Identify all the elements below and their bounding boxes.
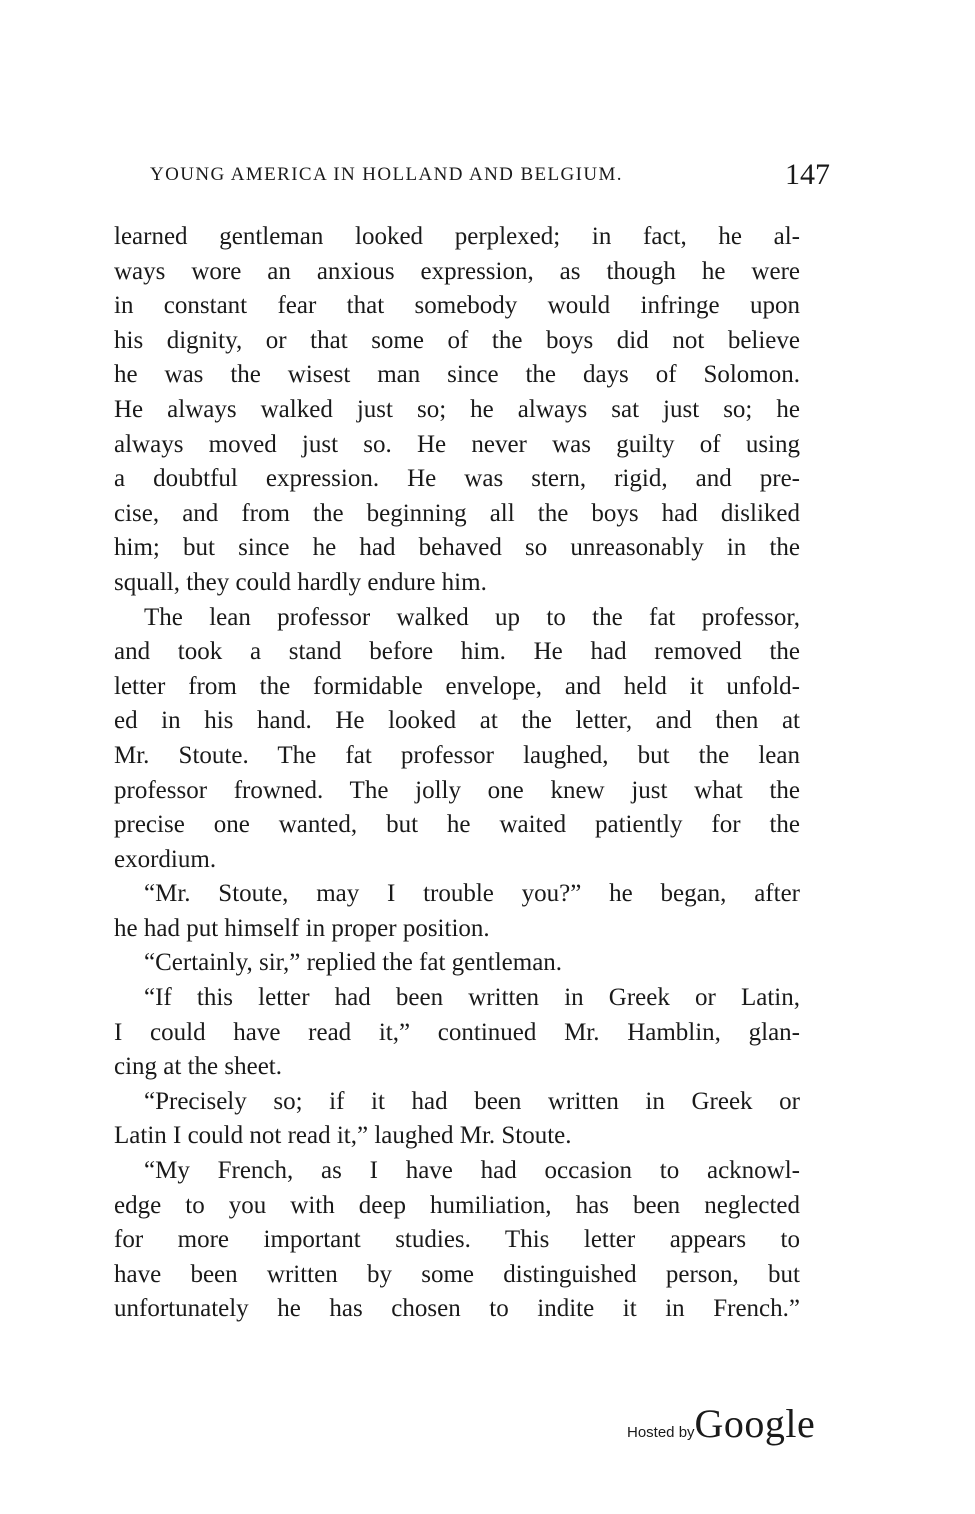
text-line: precise one wanted, but he waited patiently for the bbox=[114, 811, 800, 839]
text-line: a doubtful expression. He was stern, rigid, and pre- bbox=[114, 465, 800, 493]
text-line: squall, they could hardly endure him. bbox=[114, 568, 487, 596]
text-line: exordium. bbox=[114, 845, 217, 873]
text-line: cing at the sheet. bbox=[114, 1053, 282, 1081]
text-line: “Certainly, sir,” replied the fat gentleman. bbox=[144, 949, 563, 977]
text-line: his dignity, or that some of the boys did not believe bbox=[114, 326, 800, 354]
text-line: ed in his hand. He looked at the letter, and then at bbox=[114, 707, 800, 735]
running-title: YOUNG AMERICA IN HOLLAND AND BELGIUM. bbox=[150, 164, 623, 185]
text-line: He always walked just so; he always sat just so; he bbox=[114, 395, 800, 423]
text-line: learned gentleman looked perplexed; in fact, he al- bbox=[114, 223, 800, 250]
text-line: always moved just so. He never was guilty of using bbox=[114, 430, 800, 458]
text-line: for more important studies. This letter appears to bbox=[114, 1226, 800, 1254]
google-logo: Google bbox=[694, 1401, 816, 1446]
text-line: have been written by some distinguished person, but bbox=[114, 1260, 800, 1288]
text-line: in constant fear that somebody would infringe upon bbox=[114, 292, 800, 320]
text-line: I could have read it,” continued Mr. Hamblin, glan- bbox=[114, 1018, 800, 1046]
hosted-by-watermark bbox=[627, 1400, 827, 1444]
text-line: edge to you with deep humiliation, has been neglected bbox=[114, 1191, 800, 1219]
text-line: him; but since he had behaved so unreasonably in the bbox=[114, 534, 800, 562]
text-line: ways wore an anxious expression, as though he were bbox=[114, 257, 800, 285]
watermark-prefix: Hosted by bbox=[627, 1424, 695, 1441]
text-line: Mr. Stoute. The fat professor laughed, but the lean bbox=[114, 741, 800, 769]
text-line: professor frowned. The jolly one knew just what the bbox=[114, 776, 800, 804]
text-line: Latin I could not read it,” laughed Mr. Stoute. bbox=[114, 1122, 572, 1150]
page-number: 147 bbox=[785, 158, 830, 191]
text-line: “If this letter had been written in Greek or Latin, bbox=[144, 984, 800, 1012]
text-line: cise, and from the beginning all the boys had disliked bbox=[114, 499, 800, 527]
text-line: and took a stand before him. He had removed the bbox=[114, 638, 800, 666]
text-line: unfortunately he has chosen to indite it in French.” bbox=[114, 1295, 800, 1323]
text-line: he had put himself in proper position. bbox=[114, 914, 490, 942]
running-head bbox=[150, 160, 830, 194]
body-text bbox=[114, 220, 800, 1327]
text-line: “Precisely so; if it had been written in Greek or bbox=[144, 1087, 800, 1115]
text-line: The lean professor walked up to the fat professor, bbox=[144, 603, 800, 631]
text-line: he was the wisest man since the days of Solomon. bbox=[114, 361, 800, 389]
text-line: “Mr. Stoute, may I trouble you?” he began, after bbox=[144, 880, 800, 908]
text-line: letter from the formidable envelope, and held it unfold- bbox=[114, 672, 800, 700]
text-line: “My French, as I have had occasion to acknowl- bbox=[144, 1157, 800, 1185]
